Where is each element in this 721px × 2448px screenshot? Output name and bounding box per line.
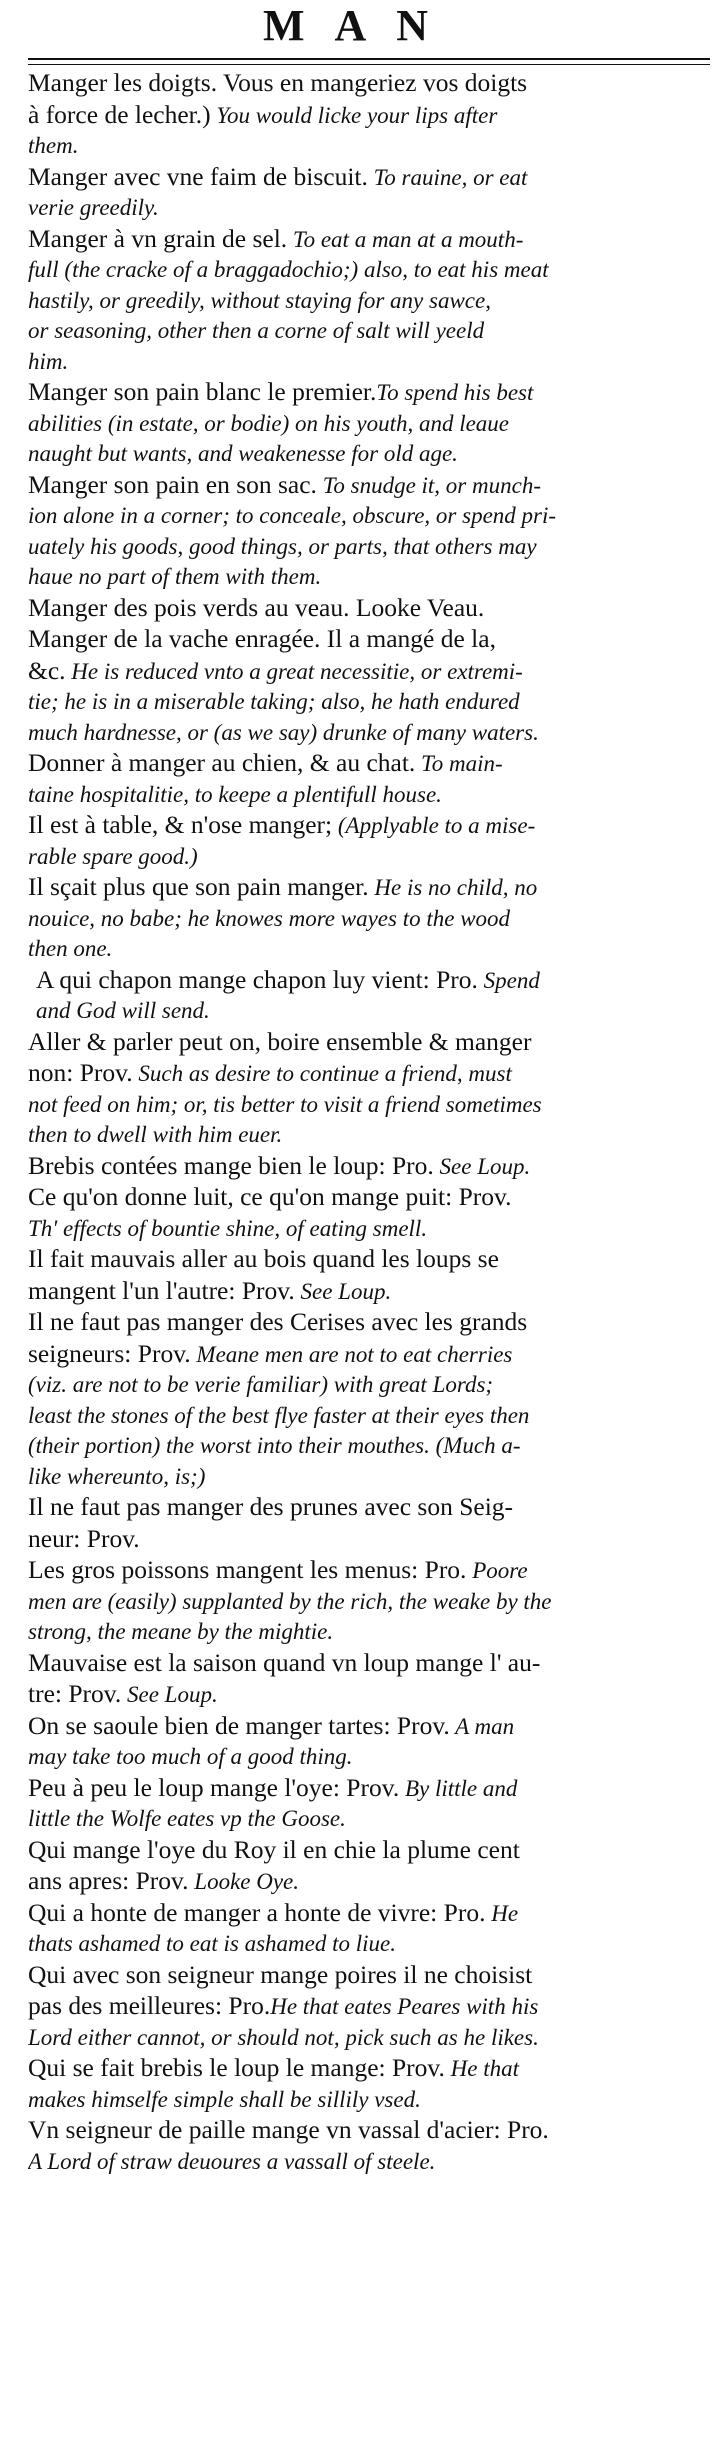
dictionary-entry — [28, 1555, 714, 1648]
entry-line — [28, 2023, 714, 2054]
dictionary-entry — [28, 1711, 714, 1773]
english-gloss-text: (their portion) the worst into their mouthes. (Much a- — [28, 1433, 521, 1458]
french-headword-text: &c. — [28, 655, 66, 685]
english-gloss-text: or seasoning, other then a corne of salt will yeeld — [28, 318, 485, 343]
dictionary-entry — [28, 1307, 714, 1492]
entry-line — [28, 624, 714, 656]
entry-line — [28, 656, 714, 688]
dictionary-entry — [28, 1773, 714, 1835]
english-gloss-text: He that — [444, 2056, 519, 2081]
dictionary-entry — [28, 1492, 714, 1555]
english-gloss-text: like whereunto, is;) — [28, 1463, 206, 1489]
english-gloss-text: tie; he is in a miserable taking; also, he hath endured — [28, 689, 520, 714]
french-headword-text: Il ne faut pas manger des Cerises avec les grands — [28, 1307, 528, 1336]
dictionary-entry — [28, 1835, 714, 1898]
english-gloss-text: Th' effects of bountie shine, of eating smell. — [28, 1215, 428, 1241]
entry-line — [28, 470, 714, 502]
english-gloss-text: then one. — [28, 936, 113, 961]
french-headword-text: Peu à peu le loup mange l'oye: Prov. — [28, 1772, 400, 1802]
entry-line — [28, 1587, 714, 1618]
english-gloss-text: thats ashamed to eat is ashamed to liue. — [28, 1931, 396, 1956]
dictionary-entry — [28, 1182, 714, 1244]
english-gloss-text: Such as desire to continue a friend, must — [132, 1061, 512, 1086]
english-gloss-text: You would licke your lips after — [210, 102, 498, 128]
english-gloss-text: least the stones of the best flye faster at their eyes then — [28, 1402, 530, 1428]
dictionary-entry — [28, 1960, 714, 2054]
entry-line — [28, 2053, 714, 2085]
running-head: MAN — [262, 1, 459, 50]
french-headword-text: ans apres: Prov. — [28, 1866, 189, 1895]
english-gloss-text: then to dwell with him euer. — [28, 1122, 283, 1147]
french-headword-text: non: Prov. — [28, 1058, 133, 1087]
entry-line — [28, 934, 714, 965]
entry-line — [28, 1960, 714, 1992]
entry-line — [28, 2085, 714, 2116]
entry-line — [28, 1711, 714, 1743]
entry-list — [28, 68, 714, 2177]
entry-line — [28, 1027, 714, 1059]
french-headword-text: Vn seigneur de paille mange vn vassal d'acier: Pro. — [28, 2115, 549, 2144]
english-gloss-text: He that eates Peares with his — [270, 1994, 539, 2019]
entry-line — [28, 1866, 714, 1898]
english-gloss-text: him. — [28, 348, 69, 374]
entry-line — [28, 842, 714, 873]
english-gloss-text: naught but wants, and weakenesse for old age. — [28, 441, 458, 466]
french-headword-text: neur: Prov. — [28, 1523, 140, 1553]
entry-line — [28, 501, 714, 532]
entry-line — [28, 316, 714, 347]
english-gloss-text: nouice, no babe; he knowes more wayes to the wood — [28, 905, 511, 931]
english-gloss-text: not feed on him; or, tis better to visit a friend sometimes — [28, 1091, 542, 1117]
entry-line — [28, 718, 714, 749]
english-gloss-text: taine hospitalitie, to keepe a plentifull house. — [28, 781, 442, 807]
english-gloss-text: them. — [28, 133, 79, 158]
english-gloss-text: haue no part of them with them. — [28, 564, 322, 589]
entry-line — [28, 100, 714, 132]
entry-line — [28, 131, 714, 162]
dictionary-entry — [28, 1244, 714, 1307]
entry-line — [28, 1401, 714, 1432]
dictionary-entry — [28, 748, 714, 810]
english-gloss-text: By little and — [399, 1775, 518, 1801]
entry-line — [28, 1492, 714, 1524]
english-gloss-text: He is reduced vnto a great necessitie, or extremi- — [65, 658, 523, 684]
entry-line — [28, 1773, 714, 1805]
french-headword-text: Qui se fait brebis le loup le mange: Prov. — [28, 2053, 445, 2082]
entry-line — [28, 996, 714, 1027]
french-headword-text: Brebis contées mange bien le loup: Pro. — [28, 1150, 434, 1180]
english-gloss-text: See Loup. — [121, 1682, 218, 1707]
french-headword-text: Il est à table, & n'ose manger; — [28, 810, 333, 839]
english-gloss-text: A man — [449, 1713, 515, 1739]
english-gloss-text: full (the cracke of a braggadochio;) also, to eat his meat — [28, 257, 549, 282]
entry-line — [28, 1151, 714, 1183]
english-gloss-text: To rauine, or eat — [367, 164, 528, 190]
entry-line — [28, 286, 714, 317]
entry-line — [28, 1617, 714, 1648]
english-gloss-text: To snudge it, or munch- — [316, 472, 541, 498]
english-gloss-text: (Applyable to a mise- — [332, 813, 536, 838]
entry-line — [28, 1462, 714, 1493]
english-gloss-text: rable spare good.) — [28, 843, 198, 869]
english-gloss-text: To main- — [415, 751, 503, 776]
entry-line — [28, 593, 714, 625]
entry-line — [28, 1742, 714, 1773]
english-gloss-text: makes himselfe simple shall be sillily vsed. — [28, 2086, 421, 2112]
dictionary-entry — [28, 68, 714, 162]
dictionary-entry — [28, 470, 714, 593]
english-gloss-text: He is no child, no — [368, 875, 538, 900]
entry-line — [28, 68, 714, 100]
french-headword-text: Donner à manger au chien, & au chat. — [28, 748, 416, 777]
entry-line — [28, 687, 714, 718]
french-headword-text: tre: Prov. — [28, 1679, 122, 1708]
english-gloss-text: and God will send. — [36, 998, 210, 1023]
english-gloss-text: men are (easily) supplanted by the rich, the weake by the — [28, 1588, 552, 1614]
english-gloss-text: much hardnesse, or (as we say) drunke of many waters. — [28, 719, 539, 745]
dictionary-entry — [28, 1151, 714, 1183]
dictionary-entry — [28, 872, 714, 965]
entry-line — [28, 904, 714, 935]
entry-line — [28, 1058, 714, 1090]
entry-line — [28, 1276, 714, 1308]
entry-line — [28, 1835, 714, 1867]
french-headword-text: Manger les doigts. Vous en mangeriez vos doigts — [28, 68, 528, 97]
french-headword-text: On se saoule bien de manger tartes: Prov. — [28, 1710, 450, 1740]
english-gloss-text: Poore — [466, 1558, 528, 1583]
dictionary-entry — [28, 224, 714, 378]
french-headword-text: Manger son pain en son sac. — [28, 469, 317, 499]
french-headword-text: pas des meilleures: Pro. — [28, 1991, 271, 2020]
entry-line — [28, 439, 714, 470]
french-headword-text: Ce qu'on donne luit, ce qu'on mange puit: Prov. — [28, 1182, 512, 1211]
dictionary-entry — [28, 1027, 714, 1151]
english-gloss-text: strong, the meane by the mightie. — [28, 1619, 334, 1644]
english-gloss-text: uately his goods, good things, or parts, that others may — [28, 533, 537, 559]
entry-line — [28, 377, 714, 409]
english-gloss-text: He — [485, 1900, 519, 1926]
french-headword-text: Qui mange l'oye du Roy il en chie la plume cent — [28, 1834, 520, 1864]
french-headword-text: Il sçait plus que son pain manger. — [28, 872, 369, 901]
entry-line — [28, 1648, 714, 1680]
entry-line — [28, 1244, 714, 1276]
entry-line — [28, 810, 714, 842]
french-headword-text: Les gros poissons mangent les menus: Pro. — [28, 1555, 467, 1584]
dictionary-entry — [28, 593, 714, 625]
header-rule-thin — [28, 64, 710, 65]
english-gloss-text: (viz. are not to be verie familiar) with great Lords; — [28, 1372, 494, 1397]
french-headword-text: Manger avec vne faim de biscuit. — [28, 161, 368, 191]
entry-line — [28, 532, 714, 563]
entry-line — [28, 2147, 714, 2178]
dictionary-entry — [28, 965, 714, 1027]
english-gloss-text: See Loup. — [433, 1153, 531, 1179]
entry-line — [28, 1090, 714, 1121]
french-headword-text: Aller & parler peut on, boire ensemble & manger — [28, 1026, 532, 1056]
french-headword-text: Manger des pois verds au veau. Looke Veau. — [28, 592, 485, 622]
entry-line — [28, 965, 714, 997]
header-rule — [28, 58, 710, 60]
english-gloss-text: To eat a man at a mouth- — [287, 226, 524, 252]
english-gloss-text: abilities (in estate, or bodie) on his youth, and leaue — [28, 410, 510, 436]
entry-line — [28, 1431, 714, 1462]
french-headword-text: à force de lecher.) — [28, 99, 211, 129]
entry-line — [28, 1307, 714, 1339]
entry-line — [28, 2115, 714, 2147]
french-headword-text: Manger son pain blanc le premier. — [28, 377, 377, 406]
english-gloss-text: verie greedily. — [28, 195, 159, 220]
entry-line — [28, 1339, 714, 1371]
english-gloss-text: Meane men are not to eat cherries — [190, 1341, 513, 1367]
french-headword-text: Manger à vn grain de sel. — [28, 223, 288, 253]
english-gloss-text: little the Wolfe eates vp the Goose. — [28, 1806, 346, 1831]
entry-line — [28, 872, 714, 904]
french-headword-text: Il fait mauvais aller au bois quand les loups se — [28, 1244, 499, 1273]
entry-line — [28, 1120, 714, 1151]
french-headword-text: Qui a honte de manger a honte de vivre: Pro. — [28, 1897, 486, 1927]
dictionary-entry — [28, 162, 714, 224]
entry-line — [28, 562, 714, 593]
entry-line — [28, 347, 714, 378]
french-headword-text: mangent l'un l'autre: Prov. — [28, 1275, 295, 1305]
entry-line — [28, 1898, 714, 1930]
english-gloss-text: To spend his best — [376, 380, 534, 405]
entry-line — [28, 1929, 714, 1960]
dictionary-entry — [28, 624, 714, 748]
dictionary-entry — [28, 377, 714, 470]
entry-line — [28, 780, 714, 811]
french-headword-text: Mauvaise est la saison quand vn loup mange l' au- — [28, 1647, 541, 1677]
entry-line — [28, 193, 714, 224]
entry-line — [28, 162, 714, 194]
english-gloss-text: Looke Oye. — [188, 1869, 300, 1894]
entry-line — [28, 1524, 714, 1556]
entry-line — [28, 1182, 714, 1214]
dictionary-entry — [28, 1648, 714, 1711]
entry-line — [28, 409, 714, 440]
entry-line — [28, 1370, 714, 1401]
dictionary-entry — [28, 810, 714, 872]
english-gloss-text: hastily, or greedily, without staying for any sawce, — [28, 287, 491, 313]
french-headword-text: seigneurs: Prov. — [28, 1338, 191, 1368]
french-headword-text: Il ne faut pas manger des prunes avec son Seig- — [28, 1492, 514, 1521]
entry-line — [28, 255, 714, 286]
english-gloss-text: Spend — [477, 967, 540, 993]
entry-line — [28, 1804, 714, 1835]
dictionary-entry — [28, 2115, 714, 2177]
english-gloss-text: See Loup. — [294, 1278, 392, 1304]
dictionary-entry — [28, 1898, 714, 1960]
french-headword-text: Manger de la vache enragée. Il a mangé de la, — [28, 624, 496, 653]
entry-line — [28, 1555, 714, 1587]
english-gloss-text: ion alone in a corner; to conceale, obscure, or spend pri- — [28, 503, 557, 528]
english-gloss-text: A Lord of straw deuoures a vassall of steele. — [28, 2148, 436, 2174]
entry-line — [28, 1991, 714, 2023]
dictionary-entry — [28, 2053, 714, 2115]
french-headword-text: Qui avec son seigneur mange poires il ne choisist — [28, 1959, 533, 1989]
entry-line — [28, 1214, 714, 1245]
french-headword-text: A qui chapon mange chapon luy vient: Pro. — [36, 964, 478, 994]
entry-line — [28, 1679, 714, 1711]
english-gloss-text: may take too much of a good thing. — [28, 1744, 353, 1769]
entry-line — [28, 224, 714, 256]
english-gloss-text: Lord either cannot, or should not, pick such as he likes. — [28, 2024, 539, 2050]
entry-line — [28, 748, 714, 780]
